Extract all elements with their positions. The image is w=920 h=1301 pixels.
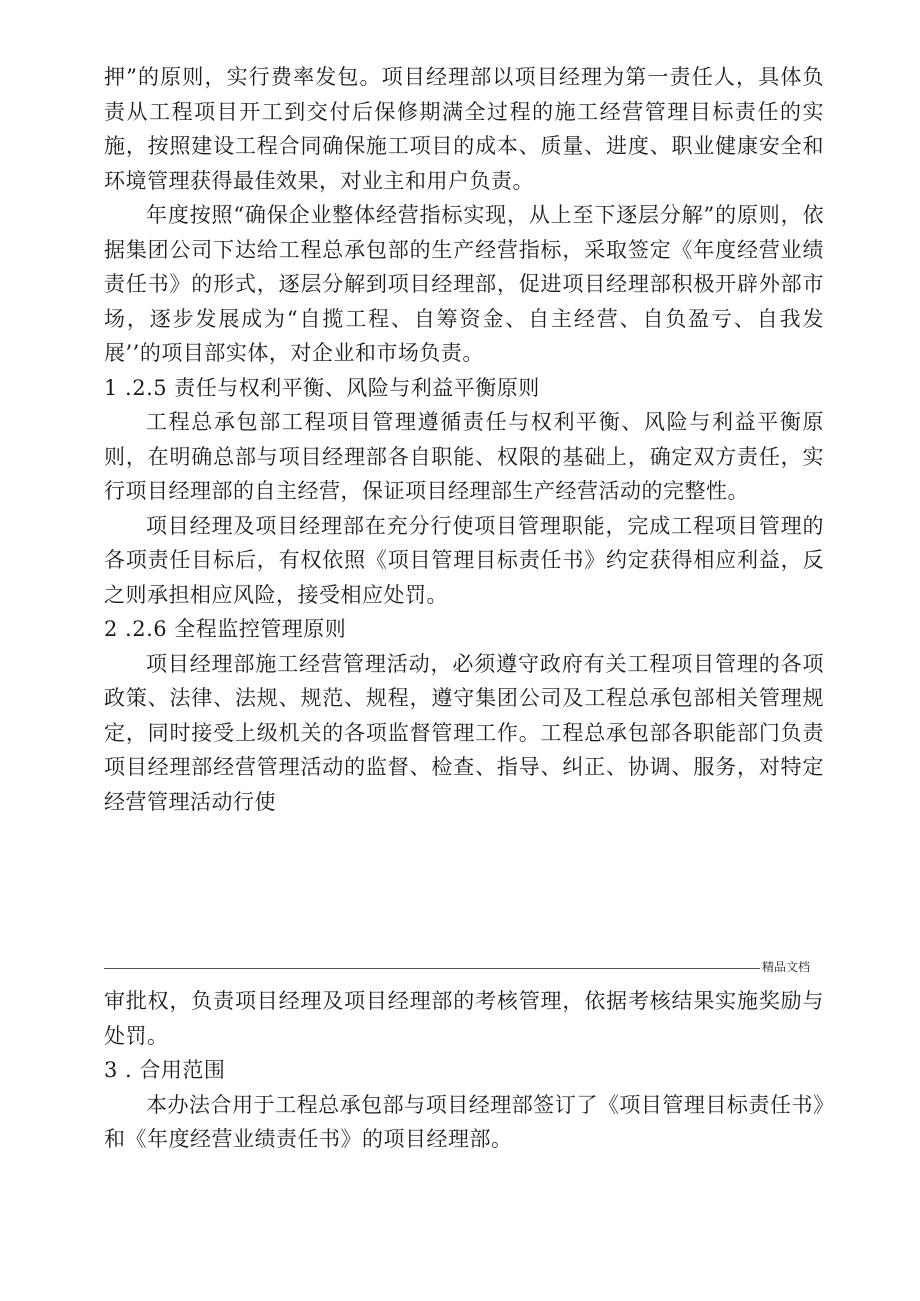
paragraph-manager-rights: 项目经理及项目经理部在充分行使项目管理职能，完成工程项目管理的各项责任目标后，有权依照《项目管理目标责任书》约定获得相应利益，反之则承担相应风险，接受相应处罚。 (104, 513, 824, 607)
paragraph-continuation-2: 审批权，负责项目经理及项目经理部的考核管理，依据考核结果实施奖励与处罚。 (104, 989, 824, 1048)
document-page-upper (104, 60, 824, 819)
footer-label: 精品文档 (762, 960, 811, 974)
paragraph-monitoring: 项目经理部施工经营管理活动，必须遵守政府有关工程项目管理的各项政策、法律、法规、规范、规程，遵守集团公司及工程总承包部相关管理规定，同时接受上级机关的各项监督管理工作。工程总承包部各职能部门负责项目经理部经营管理活动的监督、检查、指导、纠正、协调、服务，对特定经营管理活动行使 (104, 651, 824, 814)
paragraph-continuation: 押”的原则，实行费率发包。项目经理部以项目经理为第一责任人，具体负责从工程项目开工到交付后保修期满全过程的施工经营管理目标责任的实施，按照建设工程合同确保施工项目的成本、质量、进度、职业健康安全和环境管理获得最佳效果，对业主和用户负责。 (104, 65, 824, 193)
section-heading-3: 3 . 合用范围 (104, 1058, 226, 1082)
page-divider-line (104, 968, 760, 969)
paragraph-scope: 本办法合用于工程总承包部与项目经理部签订了《项目管理目标责任书》和《年度经营业绩责任书》的项目经理部。 (104, 1092, 824, 1151)
paragraph-annual-targets: 年度按照“确保企业整体经营指标实现，从上至下逐层分解”的原则，依据集团公司下达给工程总承包部的生产经营指标，采取签定《年度经营业绩责任书》的形式，逐层分解到项目经理部，促进项目经理部积极开辟外部市场，逐步发展成为“自揽工程、自筹资金、自主经营、自负盈亏、自我发展’’的项目部实体，对企业和市场负责。 (104, 203, 824, 365)
paragraph-balance-principle: 工程总承包部工程项目管理遵循责任与权利平衡、风险与利益平衡原则，在明确总部与项目经理部各自职能、权限的基础上，确定双方责任，实行项目经理部的自主经营，保证项目经理部生产经营活动的完整性。 (104, 410, 824, 503)
section-heading-2-2-6: 2 .2.6 全程监控管理原则 (104, 617, 347, 641)
section-heading-1-2-5: 1 .2.5 责任与权利平衡、风险与利益平衡原则 (104, 375, 540, 400)
document-page-lower (104, 984, 824, 1157)
